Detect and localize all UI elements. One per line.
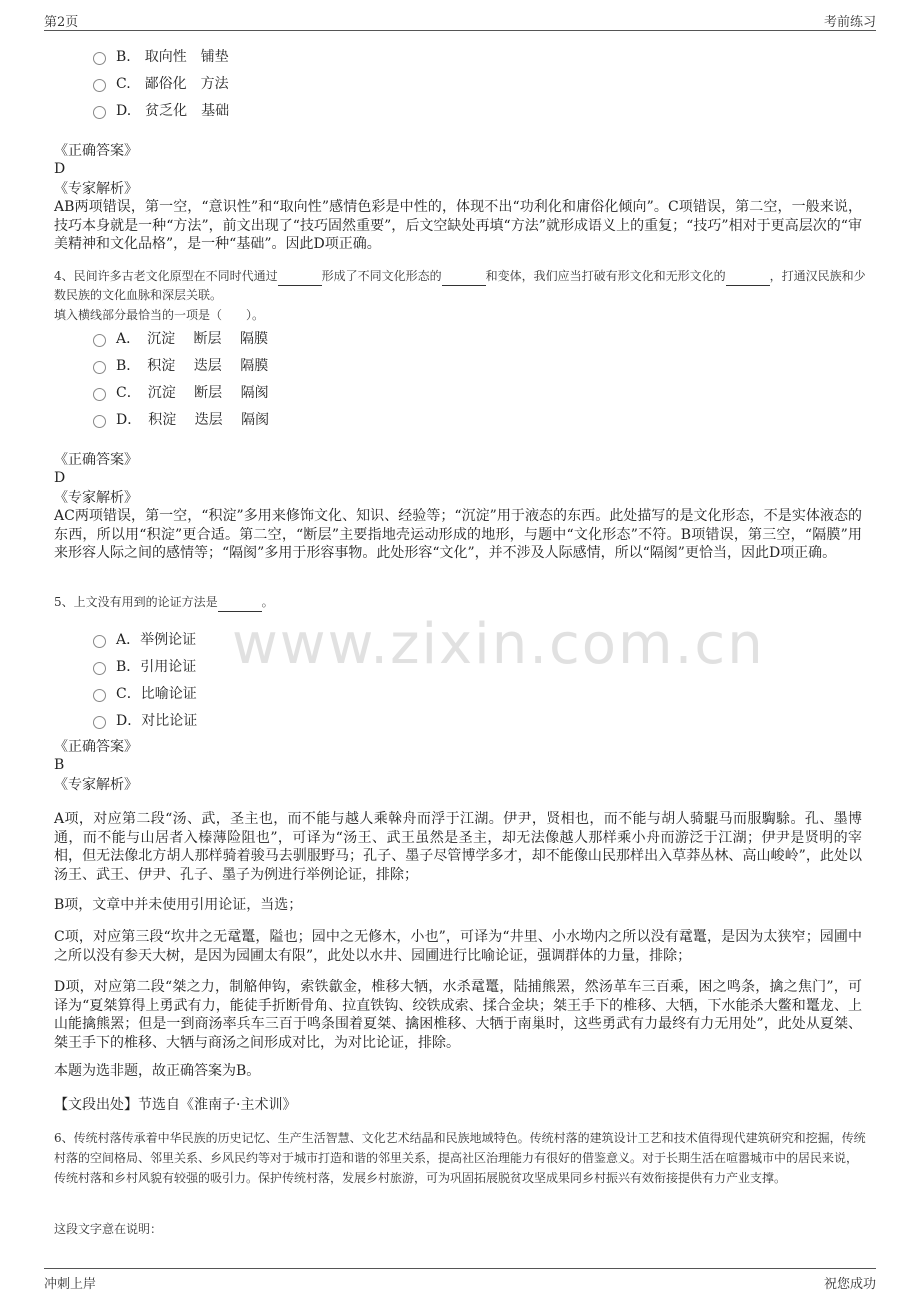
q5-option-a[interactable]: A．举例论证 [93, 629, 196, 649]
radio-icon[interactable] [93, 689, 106, 702]
q5-analysis-d: D项，对应第二段“桀之力，制觡伸钩，索铁歙金，椎移大牺，水杀鼋鼍，陆捕熊罴，然汤革车三百乘，困之鸣条，擒之焦门”，可译为“夏桀算得上勇武有力，能徒手折断骨角、拉直铁钩、绞铁成索、揉合金块；桀王手下的椎移、大牺，下水能杀大鳖和鼍龙、上山能擒熊罴；但是一到商汤率兵车三百于鸣条围着夏桀、擒困椎移、大牺于南巢时，这些勇武有力最终有力无用处”，此处从夏桀、桀王手下的椎移、大牺与商汤之间形成对比，为对比论证，排除。 [54, 979, 862, 1051]
q5-answer-label: 《正确答案》 [54, 739, 138, 755]
q3-answer: D [54, 161, 66, 177]
q4-option-b[interactable]: B． 积淀 迭层 隔膜 [93, 355, 268, 375]
q5-stem: 5、上文没有用到的论证方法是 。 [54, 593, 866, 612]
radio-icon[interactable] [93, 334, 106, 347]
q3-option-b[interactable]: B. 取向性 铺垫 [93, 46, 229, 66]
q4-answer-label: 《正确答案》 [54, 452, 138, 468]
q5-option-b[interactable]: B．引用论证 [93, 656, 196, 676]
q4-option-d[interactable]: D． 积淀 迭层 隔阂 [93, 409, 269, 429]
header-title: 考前练习 [823, 15, 876, 30]
q5-analysis-label: 《专家解析》 [54, 777, 138, 793]
q6-question: 这段文字意在说明： [54, 1222, 163, 1236]
q6-stem: 6、传统村落传承着中华民族的历史记忆、生产生活智慧、文化艺术结晶和民族地域特色。传统村落的建筑设计工艺和技术值得现代建筑研究和挖掘，传统村落的空间格局、邻里关系、乡风民约等对于城市打造和谐的邻里关系，提高社区治理能力有很好的借鉴意义。对于长期生活在喧嚣城市中的居民来说，传统村落和乡村风貌有较强的吸引力。保护传统村落，发展乡村旅游，可为巩固拓展脱贫攻坚成果同乡村振兴有效衔接提供有力产业支撑。 [54, 1131, 866, 1185]
q5-option-c[interactable]: C．比喻论证 [93, 683, 197, 703]
radio-icon[interactable] [93, 635, 106, 648]
radio-icon[interactable] [93, 106, 106, 119]
q4-instruction: 填入横线部分最恰当的一项是（ ）。 [54, 308, 265, 322]
q3-analysis: AB两项错误，第一空，“意识性”和“取向性”感情色彩是中性的，体现不出“功利化和庸俗化倾向”。C项错误，第二空，一般来说，技巧本身就是一种“方法”，前文出现了“技巧固然重要”，后文空缺处再填“方法”就形成语义上的重复；“技巧”相对于更高层次的“审美精神和文化品格”，是一种“基础”。因此D项正确。 [54, 199, 862, 252]
q5-analysis-c: C项，对应第三段“坎井之无鼋鼍，隘也；园中之无修木，小也”，可译为“井里、小水坳内之所以没有鼋鼍，是因为太狭窄；园圃中之所以没有参天大树，是因为园圃太有限”，此处以水井、园圃进行比喻论证，强调群体的力量，排除； [54, 929, 862, 964]
q5-option-d[interactable]: D．对比论证 [93, 710, 197, 730]
q4-analysis-label: 《专家解析》 [54, 490, 138, 506]
page-footer [44, 1268, 876, 1293]
radio-icon[interactable] [93, 662, 106, 675]
q4-option-c[interactable]: C． 沉淀 断层 隔阂 [93, 382, 269, 402]
blank-1 [278, 273, 322, 286]
radio-icon[interactable] [93, 388, 106, 401]
q4-answer: D [54, 470, 66, 486]
q3-option-c[interactable]: C. 鄙俗化 方法 [93, 73, 229, 93]
q5-conclusion: 本题为选非题，故正确答案为B。 [54, 1063, 261, 1079]
footer-right: 祝您成功 [823, 1277, 876, 1292]
page-number: 第2页 [44, 15, 79, 30]
q4-analysis: AC两项错误，第一空，“积淀”多用来修饰文化、知识、经验等；“沉淀”用于液态的东西。此处描写的是文化形态，不是实体液态的东西，所以用“积淀”更合适。第二空，“断层”主要指地壳运动形成的地形，与题中“文化形态”不符。B项错误，第三空，“隔膜”用来形容人际之间的感情等；“隔阂”多用于形容事物。此处形容“文化”，并不涉及人际感情，所以“隔阂”更恰当，因此D项正确。 [54, 508, 862, 561]
q5-analysis-b: B项，文章中并未使用引用论证，当选； [54, 897, 303, 913]
radio-icon[interactable] [93, 79, 106, 92]
blank [218, 599, 262, 612]
q4-stem: 4、民间许多古老文化原型在不同时代通过 形成了不同文化形态的 和变体，我们应当打破有形文化和无形文化的 ，打通汉民族和少数民族的文化血脉和深层关联。 [54, 269, 866, 302]
radio-icon[interactable] [93, 415, 106, 428]
radio-icon[interactable] [93, 716, 106, 729]
page-header [44, 8, 876, 31]
q5-analysis-a: A项，对应第二段“汤、武，圣主也，而不能与越人乘榦舟而浮于江湖。伊尹，贤相也，而不能与胡人骑騉马而服騊駼。孔、墨博通，而不能与山居者入榛薄险阻也”，可译为“汤王、武王虽然是圣主，却无法像越人那样乘小舟而游泛于江湖；伊尹是贤明的宰相，但无法像北方胡人那样骑着骏马去驯服野马；孔子、墨子尽管博学多才，却不能像山民那样出入草莽丛林、高山峻岭”，此处以汤王、武王、伊尹、孔子、墨子为例进行举例论证，排除； [54, 811, 862, 883]
q5-source: 【文段出处】节选自《淮南子·主术训》 [54, 1097, 297, 1113]
blank-3 [726, 273, 770, 286]
watermark: www.zixin.com.cn [232, 612, 765, 677]
footer-left: 冲刺上岸 [44, 1277, 97, 1292]
radio-icon[interactable] [93, 52, 106, 65]
blank-2 [442, 273, 486, 286]
q5-answer: B [54, 757, 65, 773]
radio-icon[interactable] [93, 361, 106, 374]
q3-answer-label: 《正确答案》 [54, 143, 138, 159]
q3-analysis-label: 《专家解析》 [54, 181, 138, 197]
q4-option-a[interactable]: A． 沉淀 断层 隔膜 [93, 328, 268, 348]
q3-option-d[interactable]: D. 贫乏化 基础 [93, 100, 229, 120]
